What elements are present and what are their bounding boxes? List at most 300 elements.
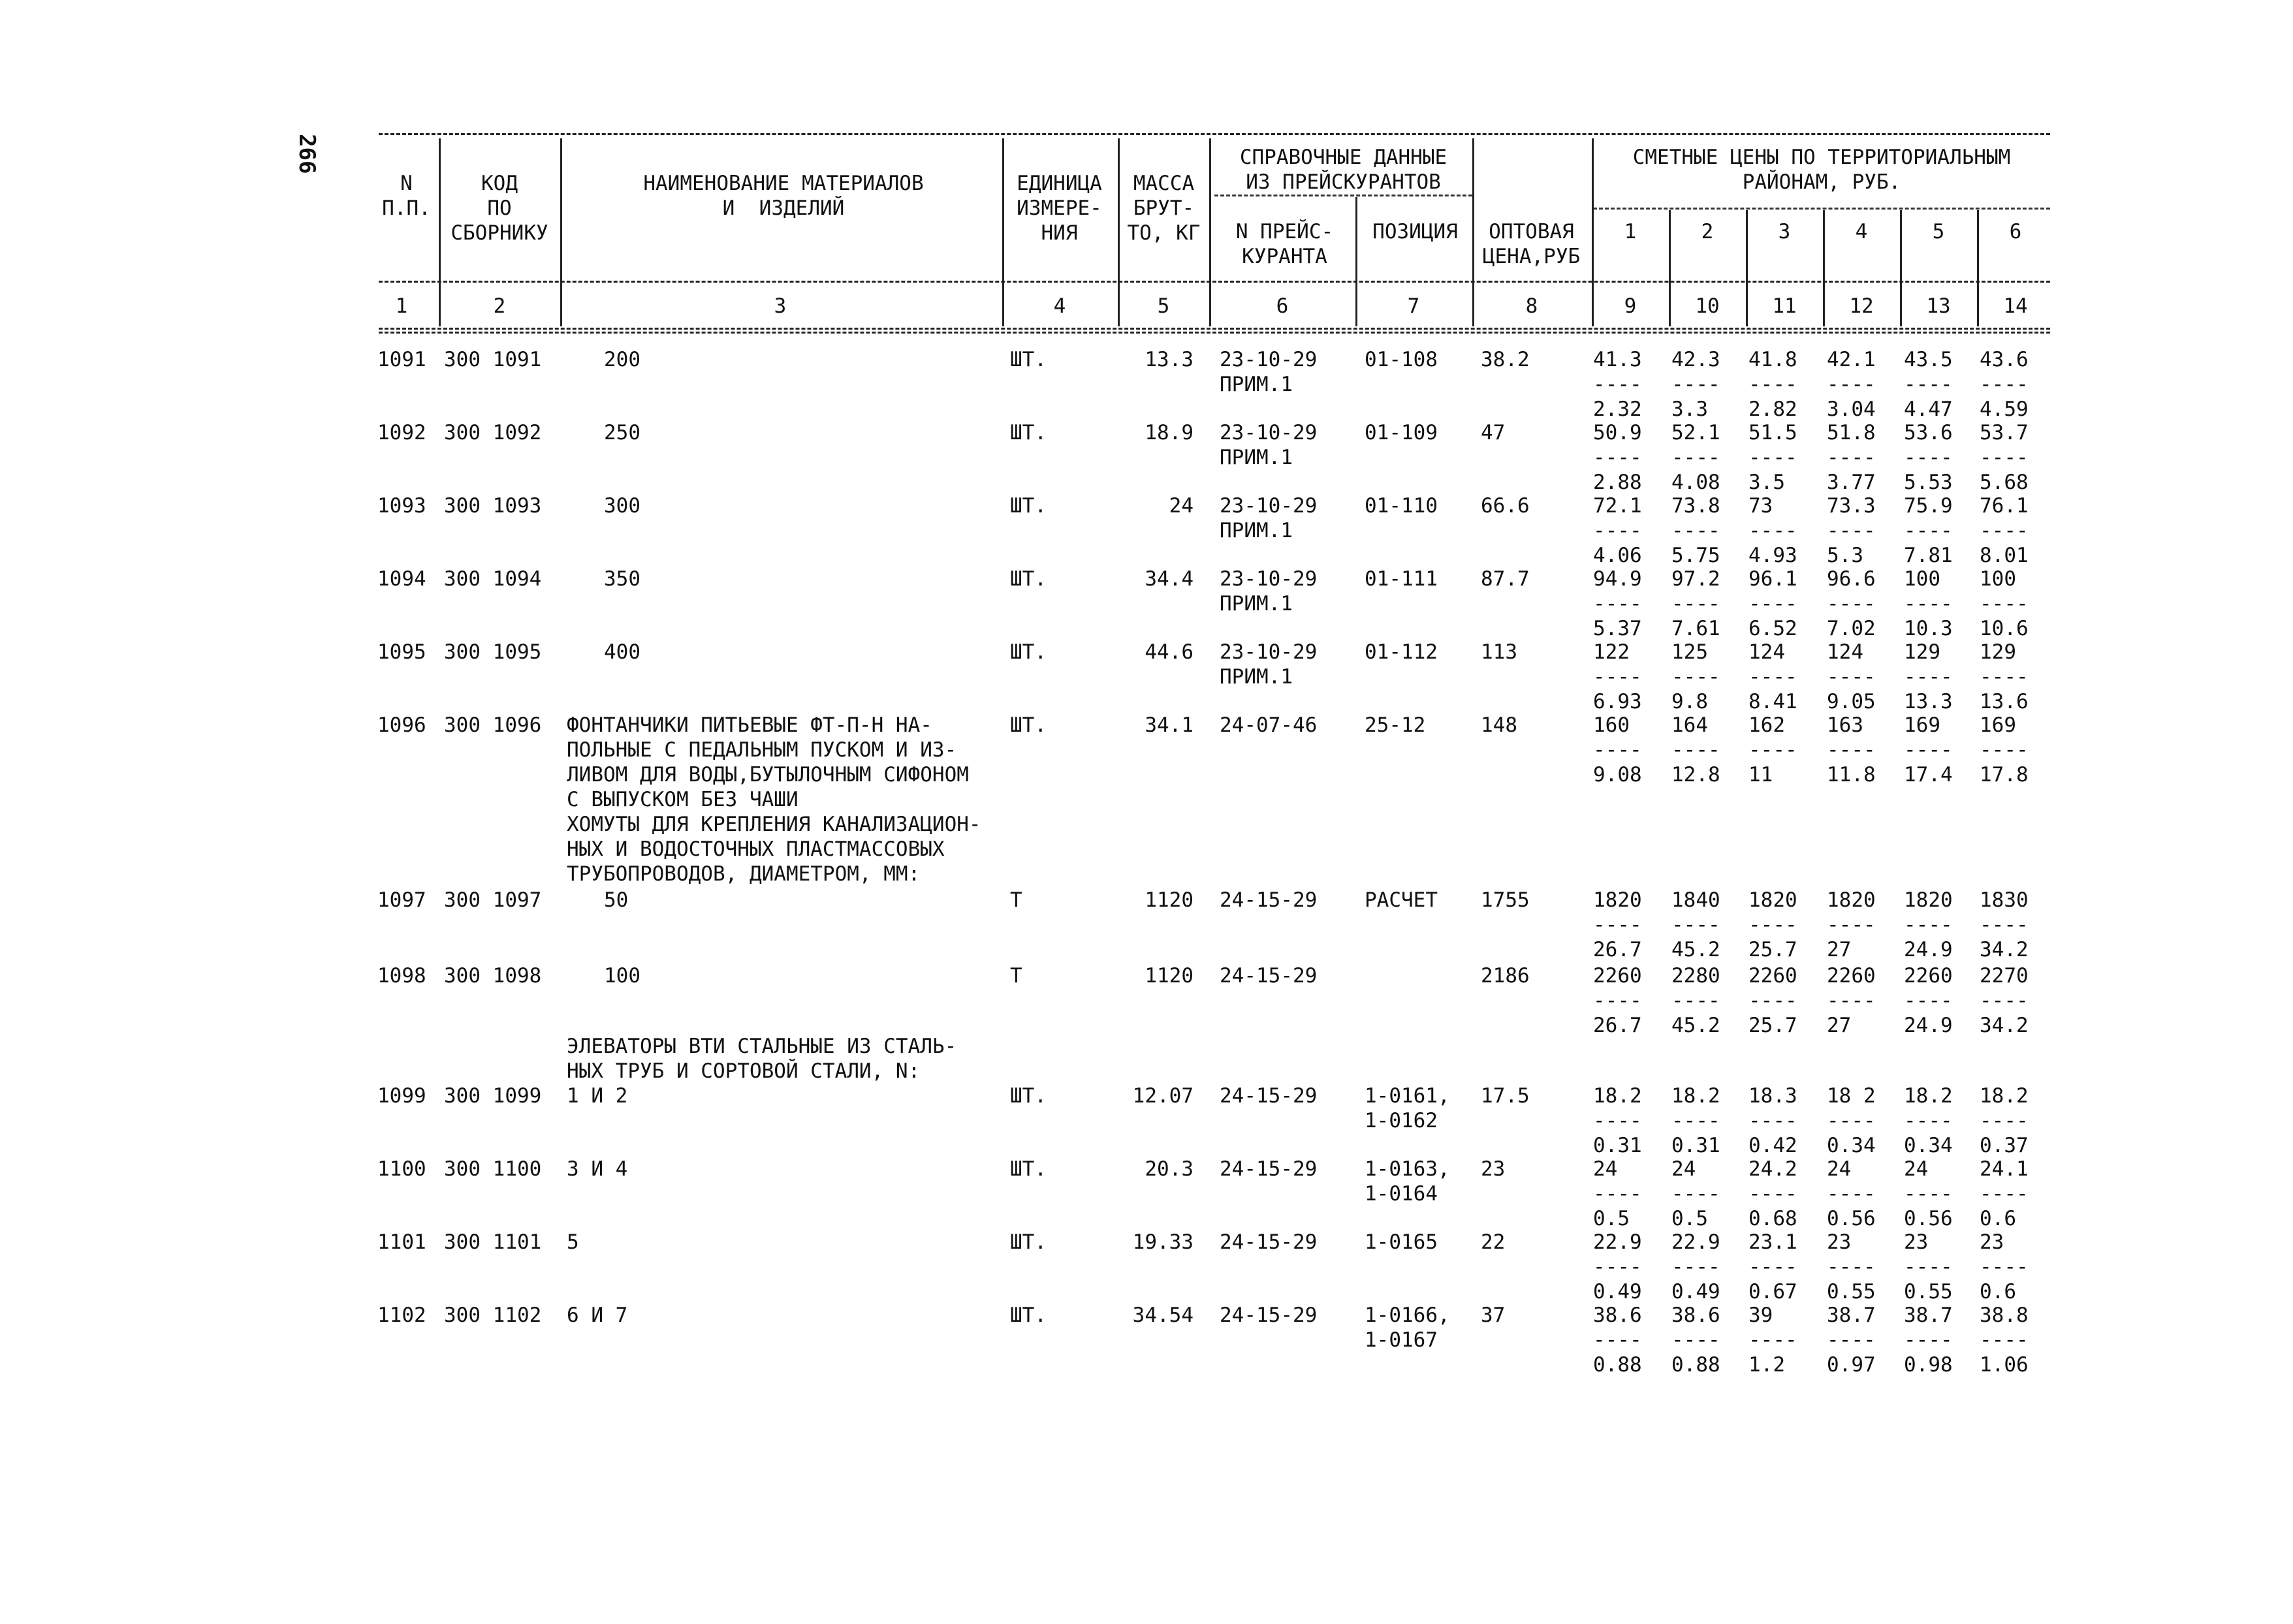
row-estimate-price: 52.1 — [1671, 421, 1720, 445]
row-estimate-price: 18.2 — [1593, 1084, 1642, 1108]
fraction-line: ---- — [1671, 913, 1720, 937]
row-estimate-price: 24 — [1904, 1157, 1929, 1181]
row-name: 5 — [567, 1230, 579, 1254]
row-number: 1095 — [377, 640, 426, 664]
fraction-line: ---- — [1827, 373, 1876, 396]
fraction-line: ---- — [1980, 1182, 2029, 1206]
row-estimate-price: 100 — [1980, 567, 2016, 591]
row-wholesale-price: 38.2 — [1481, 348, 1530, 371]
row-transport-cost: 2.32 — [1593, 398, 1642, 421]
page-number: 266 — [294, 134, 320, 174]
row-estimate-price: 24 — [1593, 1157, 1618, 1181]
row-wholesale-price: 148 — [1481, 713, 1517, 737]
fraction-line: ---- — [1904, 1328, 1953, 1352]
row-estimate-price: 22.9 — [1593, 1230, 1642, 1254]
fraction-line: ---- — [1904, 665, 1953, 689]
group-title: ЭЛЕВАТОРЫ ВТИ СТАЛЬНЫЕ ИЗ СТАЛЬ- — [567, 1035, 957, 1058]
row-estimate-price: 24.2 — [1748, 1157, 1797, 1181]
fraction-line: ---- — [1748, 913, 1797, 937]
row-transport-cost: 0.34 — [1904, 1134, 1953, 1157]
row-wholesale-price: 47 — [1481, 421, 1506, 445]
row-estimate-price: 1840 — [1671, 888, 1720, 912]
header-colnum-12: 12 — [1849, 294, 1874, 318]
row-pricelist: ПРИМ.1 — [1220, 373, 1293, 396]
fraction-line: ---- — [1593, 1328, 1642, 1352]
fraction-line: ---- — [1671, 738, 1720, 762]
row-estimate-price: 162 — [1748, 713, 1785, 737]
fraction-line: ---- — [1593, 592, 1642, 616]
fraction-line: ---- — [1748, 1182, 1797, 1206]
row-mass: 34.1 — [1145, 713, 1194, 737]
row-transport-cost: 0.31 — [1593, 1134, 1642, 1157]
fraction-line: ---- — [1593, 665, 1642, 689]
row-estimate-price: 1830 — [1980, 888, 2029, 912]
row-transport-cost: 7.02 — [1827, 617, 1876, 640]
fraction-line: ---- — [1593, 446, 1642, 469]
header-colnum-7: 7 — [1407, 294, 1420, 318]
row-wholesale-price: 22 — [1481, 1230, 1506, 1254]
fraction-line: ---- — [1904, 446, 1953, 469]
row-transport-cost: 0.55 — [1904, 1280, 1953, 1304]
fraction-line: ---- — [1748, 989, 1797, 1012]
group-title: НЫХ ТРУБ И СОРТОВОЙ СТАЛИ, N: — [567, 1059, 921, 1083]
row-position: 1-0166, — [1365, 1304, 1450, 1327]
column-divider — [1669, 210, 1671, 326]
row-transport-cost: 0.68 — [1748, 1207, 1797, 1230]
header-colnum-rule — [379, 328, 2050, 330]
header-district-4: 4 — [1855, 220, 1868, 243]
row-pricelist: ПРИМ.1 — [1220, 519, 1293, 542]
row-unit: ШТ. — [1010, 640, 1047, 664]
row-estimate-price: 163 — [1827, 713, 1863, 737]
row-estimate-price: 53.7 — [1980, 421, 2029, 445]
row-estimate-price: 51.8 — [1827, 421, 1876, 445]
row-estimate-price: 1820 — [1748, 888, 1797, 912]
row-estimate-price: 2260 — [1593, 964, 1642, 988]
header-n-pp: N П.П. — [382, 172, 431, 220]
row-estimate-price: 18.2 — [1671, 1084, 1720, 1108]
row-number: 1100 — [377, 1157, 426, 1181]
row-code: 300 1094 — [444, 567, 542, 591]
row-transport-cost: 9.05 — [1827, 690, 1876, 713]
row-transport-cost: 3.3 — [1671, 398, 1708, 421]
fraction-line: ---- — [1748, 373, 1797, 396]
row-transport-cost: 0.67 — [1748, 1280, 1797, 1304]
row-position: 1-0167 — [1365, 1328, 1438, 1352]
row-transport-cost: 5.37 — [1593, 617, 1642, 640]
fraction-line: ---- — [1827, 446, 1876, 469]
fraction-line: ---- — [1904, 913, 1953, 937]
row-transport-cost: 27 — [1827, 938, 1852, 961]
row-transport-cost: 4.59 — [1980, 398, 2029, 421]
row-wholesale-price: 37 — [1481, 1304, 1506, 1327]
fraction-line: ---- — [1904, 592, 1953, 616]
fraction-line: ---- — [1748, 592, 1797, 616]
row-estimate-price: 18 2 — [1827, 1084, 1876, 1108]
fraction-line: ---- — [1593, 1109, 1642, 1132]
fraction-line: ---- — [1671, 1109, 1720, 1132]
row-transport-cost: 26.7 — [1593, 938, 1642, 961]
row-estimate-price: 73.8 — [1671, 494, 1720, 518]
header-district-5: 5 — [1932, 220, 1945, 243]
fraction-line: ---- — [1593, 1255, 1642, 1279]
row-name: 6 И 7 — [567, 1304, 628, 1327]
row-transport-cost: 3.04 — [1827, 398, 1876, 421]
row-estimate-price: 38.7 — [1904, 1304, 1953, 1327]
row-transport-cost: 3.77 — [1827, 471, 1876, 494]
fraction-line: ---- — [1980, 1255, 2029, 1279]
fraction-line: ---- — [1904, 519, 1953, 542]
header-mid-rule — [379, 281, 2050, 283]
header-ref-pos: ПОЗИЦИЯ — [1372, 220, 1458, 243]
row-code: 300 1095 — [444, 640, 542, 664]
row-estimate-price: 41.8 — [1748, 348, 1797, 371]
row-estimate-price: 18.2 — [1980, 1084, 2029, 1108]
header-kod: КОД ПО СБОРНИКУ — [451, 172, 548, 245]
row-estimate-price: 1820 — [1827, 888, 1876, 912]
row-estimate-price: 97.2 — [1671, 567, 1720, 591]
fraction-line: ---- — [1748, 738, 1797, 762]
row-name: 3 И 4 — [567, 1157, 628, 1181]
row-estimate-price: 94.9 — [1593, 567, 1642, 591]
row-transport-cost: 13.3 — [1904, 690, 1953, 713]
fraction-line: ---- — [1671, 1328, 1720, 1352]
header-colnum-4: 4 — [1053, 294, 1066, 318]
fraction-line: ---- — [1827, 519, 1876, 542]
row-transport-cost: 5.68 — [1980, 471, 2029, 494]
row-pricelist: 23-10-29 — [1220, 567, 1318, 591]
row-estimate-price: 42.3 — [1671, 348, 1720, 371]
row-estimate-price: 43.5 — [1904, 348, 1953, 371]
fraction-line: ---- — [1904, 989, 1953, 1012]
header-mass: МАССА БРУТ- ТО, КГ — [1127, 172, 1201, 245]
row-number: 1091 — [377, 348, 426, 371]
row-estimate-price: 169 — [1904, 713, 1940, 737]
row-code: 300 1093 — [444, 494, 542, 518]
row-estimate-price: 42.1 — [1827, 348, 1876, 371]
row-transport-cost: 0.5 — [1671, 1207, 1708, 1230]
fraction-line: ---- — [1827, 913, 1876, 937]
header-top-rule — [379, 133, 2050, 135]
row-number: 1096 — [377, 713, 426, 737]
row-pricelist: 23-10-29 — [1220, 640, 1318, 664]
fraction-line: ---- — [1980, 989, 2029, 1012]
header-colnum-5: 5 — [1157, 294, 1170, 318]
row-estimate-price: 38.6 — [1671, 1304, 1720, 1327]
row-estimate-price: 2270 — [1980, 964, 2029, 988]
fraction-line: ---- — [1827, 1255, 1876, 1279]
column-divider — [1823, 210, 1825, 326]
fraction-line: ---- — [1748, 1328, 1797, 1352]
row-transport-cost: 6.93 — [1593, 690, 1642, 713]
column-divider — [1977, 210, 1979, 326]
row-pricelist: 23-10-29 — [1220, 494, 1318, 518]
row-estimate-price: 100 — [1904, 567, 1940, 591]
fraction-line: ---- — [1904, 373, 1953, 396]
row-position: РАСЧЕТ — [1365, 888, 1438, 912]
row-estimate-price: 38.8 — [1980, 1304, 2029, 1327]
row-estimate-price: 76.1 — [1980, 494, 2029, 518]
row-mass: 19.33 — [1132, 1230, 1194, 1254]
row-transport-cost: 0.6 — [1980, 1280, 2016, 1304]
row-transport-cost: 9.08 — [1593, 763, 1642, 787]
row-transport-cost: 3.5 — [1748, 471, 1785, 494]
row-estimate-price: 50.9 — [1593, 421, 1642, 445]
column-divider — [1900, 210, 1902, 326]
row-name: 100 — [604, 964, 640, 988]
row-transport-cost: 45.2 — [1671, 938, 1720, 961]
fraction-line: ---- — [1593, 738, 1642, 762]
row-transport-cost: 5.3 — [1827, 544, 1863, 567]
header-price: ОПТОВАЯ ЦЕНА,РУБ — [1482, 220, 1581, 268]
row-transport-cost: 27 — [1827, 1014, 1852, 1037]
row-transport-cost: 2.82 — [1748, 398, 1797, 421]
row-estimate-price: 2260 — [1904, 964, 1953, 988]
row-transport-cost: 0.34 — [1827, 1134, 1876, 1157]
row-position: 1-0163, — [1365, 1157, 1450, 1181]
row-transport-cost: 4.93 — [1748, 544, 1797, 567]
row-estimate-price: 124 — [1827, 640, 1863, 664]
row-pricelist: 24-15-29 — [1220, 1157, 1318, 1181]
fraction-line: ---- — [1904, 1255, 1953, 1279]
header-district-3: 3 — [1778, 220, 1791, 243]
column-divider — [1746, 210, 1748, 326]
row-name: 300 — [604, 494, 640, 518]
row-transport-cost: 0.56 — [1904, 1207, 1953, 1230]
row-transport-cost: 0.6 — [1980, 1207, 2016, 1230]
row-name: ПОЛЬНЫЕ С ПЕДАЛЬНЫМ ПУСКОМ И ИЗ- — [567, 738, 957, 762]
row-wholesale-price: 2186 — [1481, 964, 1530, 988]
column-divider — [439, 138, 441, 326]
row-transport-cost: 25.7 — [1748, 1014, 1797, 1037]
row-transport-cost: 7.61 — [1671, 617, 1720, 640]
row-code: 300 1099 — [444, 1084, 542, 1108]
row-transport-cost: 11 — [1748, 763, 1773, 787]
row-number: 1101 — [377, 1230, 426, 1254]
row-position: 01-110 — [1365, 494, 1438, 518]
fraction-line: ---- — [1671, 665, 1720, 689]
row-name: 200 — [604, 348, 640, 371]
row-position: 01-108 — [1365, 348, 1438, 371]
header-ref: СПРАВОЧНЫЕ ДАННЫЕ ИЗ ПРЕЙСКУРАНТОВ — [1239, 146, 1447, 194]
row-wholesale-price: 1755 — [1481, 888, 1530, 912]
fraction-line: ---- — [1748, 519, 1797, 542]
row-estimate-price: 124 — [1748, 640, 1785, 664]
header-ref-n: N ПРЕЙС- КУРАНТА — [1235, 220, 1334, 268]
row-mass: 1120 — [1145, 964, 1194, 988]
row-mass: 34.54 — [1132, 1304, 1194, 1327]
row-transport-cost: 0.42 — [1748, 1134, 1797, 1157]
header-subrule-smeta — [1593, 208, 2050, 210]
row-mass: 12.07 — [1132, 1084, 1194, 1108]
header-name: НАИМЕНОВАНИЕ МАТЕРИАЛОВ И ИЗДЕЛИЙ — [643, 172, 924, 220]
row-estimate-price: 122 — [1593, 640, 1630, 664]
row-transport-cost: 24.9 — [1904, 938, 1953, 961]
row-mass: 34.4 — [1145, 567, 1194, 591]
row-number: 1098 — [377, 964, 426, 988]
row-unit: ШТ. — [1010, 567, 1047, 591]
row-transport-cost: 45.2 — [1671, 1014, 1720, 1037]
fraction-line: ---- — [1827, 738, 1876, 762]
header-colnum-11: 11 — [1772, 294, 1797, 318]
row-estimate-price: 53.6 — [1904, 421, 1953, 445]
row-estimate-price: 73.3 — [1827, 494, 1876, 518]
row-transport-cost: 0.49 — [1593, 1280, 1642, 1304]
row-wholesale-price: 113 — [1481, 640, 1517, 664]
row-number: 1099 — [377, 1084, 426, 1108]
fraction-line: ---- — [1980, 1109, 2029, 1132]
fraction-line: ---- — [1904, 738, 1953, 762]
row-estimate-price: 23 — [1980, 1230, 2004, 1254]
row-pricelist: ПРИМ.1 — [1220, 665, 1293, 689]
row-mass: 18.9 — [1145, 421, 1194, 445]
row-transport-cost: 26.7 — [1593, 1014, 1642, 1037]
fraction-line: ---- — [1827, 989, 1876, 1012]
row-pricelist: 24-15-29 — [1220, 964, 1318, 988]
fraction-line: ---- — [1593, 989, 1642, 1012]
row-position: 01-112 — [1365, 640, 1438, 664]
fraction-line: ---- — [1671, 519, 1720, 542]
row-transport-cost: 0.98 — [1904, 1353, 1953, 1377]
row-transport-cost: 25.7 — [1748, 938, 1797, 961]
row-estimate-price: 18.2 — [1904, 1084, 1953, 1108]
row-code: 300 1101 — [444, 1230, 542, 1254]
fraction-line: ---- — [1827, 592, 1876, 616]
row-unit: ШТ. — [1010, 494, 1047, 518]
row-transport-cost: 17.8 — [1980, 763, 2029, 787]
fraction-line: ---- — [1593, 519, 1642, 542]
fraction-line: ---- — [1671, 1182, 1720, 1206]
row-name: 1 И 2 — [567, 1084, 628, 1108]
row-transport-cost: 9.8 — [1671, 690, 1708, 713]
row-transport-cost: 4.47 — [1904, 398, 1953, 421]
fraction-line: ---- — [1827, 1109, 1876, 1132]
fraction-line: ---- — [1748, 1255, 1797, 1279]
row-pricelist: 24-07-46 — [1220, 713, 1318, 737]
row-estimate-price: 23 — [1904, 1230, 1929, 1254]
row-code: 300 1096 — [444, 713, 542, 737]
row-mass: 44.6 — [1145, 640, 1194, 664]
row-mass: 1120 — [1145, 888, 1194, 912]
row-transport-cost: 24.9 — [1904, 1014, 1953, 1037]
fraction-line: ---- — [1980, 913, 2029, 937]
fraction-line: ---- — [1827, 665, 1876, 689]
row-transport-cost: 1.06 — [1980, 1353, 2029, 1377]
row-estimate-price: 23.1 — [1748, 1230, 1797, 1254]
fraction-line: ---- — [1748, 665, 1797, 689]
row-transport-cost: 0.88 — [1671, 1353, 1720, 1377]
row-mass: 20.3 — [1145, 1157, 1194, 1181]
row-transport-cost: 2.88 — [1593, 471, 1642, 494]
row-name: С ВЫПУСКОМ БЕЗ ЧАШИ — [567, 788, 799, 811]
row-position: 1-0164 — [1365, 1182, 1438, 1206]
row-estimate-price: 2260 — [1827, 964, 1876, 988]
header-district-1: 1 — [1624, 220, 1637, 243]
header-colnum-14: 14 — [2003, 294, 2028, 318]
fraction-line: ---- — [1980, 592, 2029, 616]
row-estimate-price: 2280 — [1671, 964, 1720, 988]
header-colnum-10: 10 — [1695, 294, 1720, 318]
row-position: 1-0165 — [1365, 1230, 1438, 1254]
row-transport-cost: 7.81 — [1904, 544, 1953, 567]
header-colnum-9: 9 — [1624, 294, 1637, 318]
fraction-line: ---- — [1980, 519, 2029, 542]
row-transport-cost: 0.56 — [1827, 1207, 1876, 1230]
column-divider — [1355, 197, 1357, 326]
row-estimate-price: 1820 — [1904, 888, 1953, 912]
row-number: 1094 — [377, 567, 426, 591]
row-transport-cost: 5.53 — [1904, 471, 1953, 494]
row-estimate-price: 39 — [1748, 1304, 1773, 1327]
row-estimate-price: 125 — [1671, 640, 1708, 664]
row-estimate-price: 164 — [1671, 713, 1708, 737]
row-estimate-price: 73 — [1748, 494, 1773, 518]
row-transport-cost: 17.4 — [1904, 763, 1953, 787]
row-transport-cost: 11.8 — [1827, 763, 1876, 787]
fraction-line: ---- — [1593, 1182, 1642, 1206]
row-position: 01-111 — [1365, 567, 1438, 591]
row-wholesale-price: 66.6 — [1481, 494, 1530, 518]
row-estimate-price: 41.3 — [1593, 348, 1642, 371]
row-number: 1093 — [377, 494, 426, 518]
fraction-line: ---- — [1827, 1182, 1876, 1206]
row-estimate-price: 18.3 — [1748, 1084, 1797, 1108]
fraction-line: ---- — [1980, 446, 2029, 469]
row-position: 25-12 — [1365, 713, 1426, 737]
header-colnum-1: 1 — [395, 294, 408, 318]
row-estimate-price: 96.1 — [1748, 567, 1797, 591]
row-code: 300 1091 — [444, 348, 542, 371]
row-unit: ШТ. — [1010, 1304, 1047, 1327]
row-mass: 13.3 — [1145, 348, 1194, 371]
row-number: 1102 — [377, 1304, 426, 1327]
row-pricelist: 23-10-29 — [1220, 348, 1318, 371]
row-transport-cost: 0.37 — [1980, 1134, 2029, 1157]
row-transport-cost: 0.49 — [1671, 1280, 1720, 1304]
row-estimate-price: 24 — [1827, 1157, 1852, 1181]
header-district-2: 2 — [1701, 220, 1714, 243]
row-estimate-price: 23 — [1827, 1230, 1852, 1254]
row-estimate-price: 38.6 — [1593, 1304, 1642, 1327]
header-smeta: СМЕТНЫЕ ЦЕНЫ ПО ТЕРРИТОРИАЛЬНЫМ РАЙОНАМ, РУБ. — [1632, 146, 2011, 194]
row-estimate-price: 75.9 — [1904, 494, 1953, 518]
row-transport-cost: 12.8 — [1671, 763, 1720, 787]
row-transport-cost: 5.75 — [1671, 544, 1720, 567]
row-transport-cost: 10.3 — [1904, 617, 1953, 640]
fraction-line: ---- — [1904, 1182, 1953, 1206]
row-transport-cost: 4.06 — [1593, 544, 1642, 567]
row-transport-cost: 0.97 — [1827, 1353, 1876, 1377]
row-pricelist: ПРИМ.1 — [1220, 592, 1293, 616]
row-estimate-price: 51.5 — [1748, 421, 1797, 445]
row-estimate-price: 24 — [1671, 1157, 1696, 1181]
row-position: 01-109 — [1365, 421, 1438, 445]
row-position: 1-0161, — [1365, 1084, 1450, 1108]
column-divider — [1209, 138, 1211, 326]
row-estimate-price: 72.1 — [1593, 494, 1642, 518]
row-estimate-price: 129 — [1980, 640, 2016, 664]
fraction-line: ---- — [1980, 665, 2029, 689]
column-divider — [1002, 138, 1004, 326]
row-unit: ШТ. — [1010, 713, 1047, 737]
row-transport-cost: 0.55 — [1827, 1280, 1876, 1304]
row-unit: Т — [1010, 888, 1022, 912]
row-transport-cost: 8.41 — [1748, 690, 1797, 713]
fraction-line: ---- — [1671, 373, 1720, 396]
row-estimate-price: 129 — [1904, 640, 1940, 664]
header-subrule-ref — [1214, 195, 1472, 196]
row-unit: ШТ. — [1010, 1084, 1047, 1108]
